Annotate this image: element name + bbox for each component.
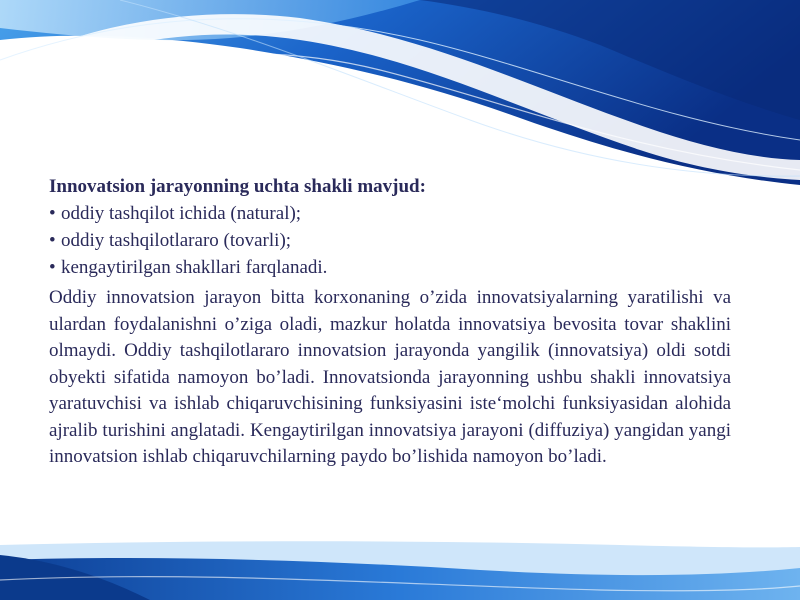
bullet-text: kengaytirilgan shakllari farqlanadi. (61, 257, 328, 278)
top-wave-group (0, 0, 800, 200)
bullet-list (49, 200, 731, 281)
bullet-item (49, 227, 731, 254)
bullet-dot-icon: • (49, 230, 56, 251)
bottom-wave-group (0, 541, 800, 600)
bullet-text: oddiy tashqilotlararo (tovarli); (61, 230, 292, 251)
slide-paragraph: Oddiy innovatsion jarayon bitta korxonaning o’zida innovatsiyalarning yaratilishi va ulardan foydalanishni o’ziga oladi, mazkur holatda innovatsiya bevosita tovar shaklini olmaydi. Oddiy tashqilotlararo innovatsion jarayonda yangilik (innovatsiya) oldi sotdi obyekti sifatida namoyon bo’ladi. Innovatsionda jarayonning ushbu shakli innovatsiya yaratuvchisi va ishlab chiqaruvchisining funksiyasini iste‘molchi funksiyasidan alohida ajralib turishini anglatadi. Kengaytirilgan innovatsiya jarayoni (diffuziya) yangidan yangi innovatsion ishlab chiqaruvchilarning paydo bo’lishida namoyon bo’ladi. (49, 287, 731, 467)
slide-heading: Innovatsion jarayonning uchta shakli mavjud: (49, 176, 426, 197)
bullet-text: oddiy tashqilot ichida (natural); (61, 203, 302, 224)
bullet-dot-icon: • (49, 203, 56, 224)
bullet-item (49, 200, 731, 227)
bullet-dot-icon: • (49, 257, 56, 278)
slide-content (49, 173, 731, 471)
bullet-item (49, 254, 731, 281)
